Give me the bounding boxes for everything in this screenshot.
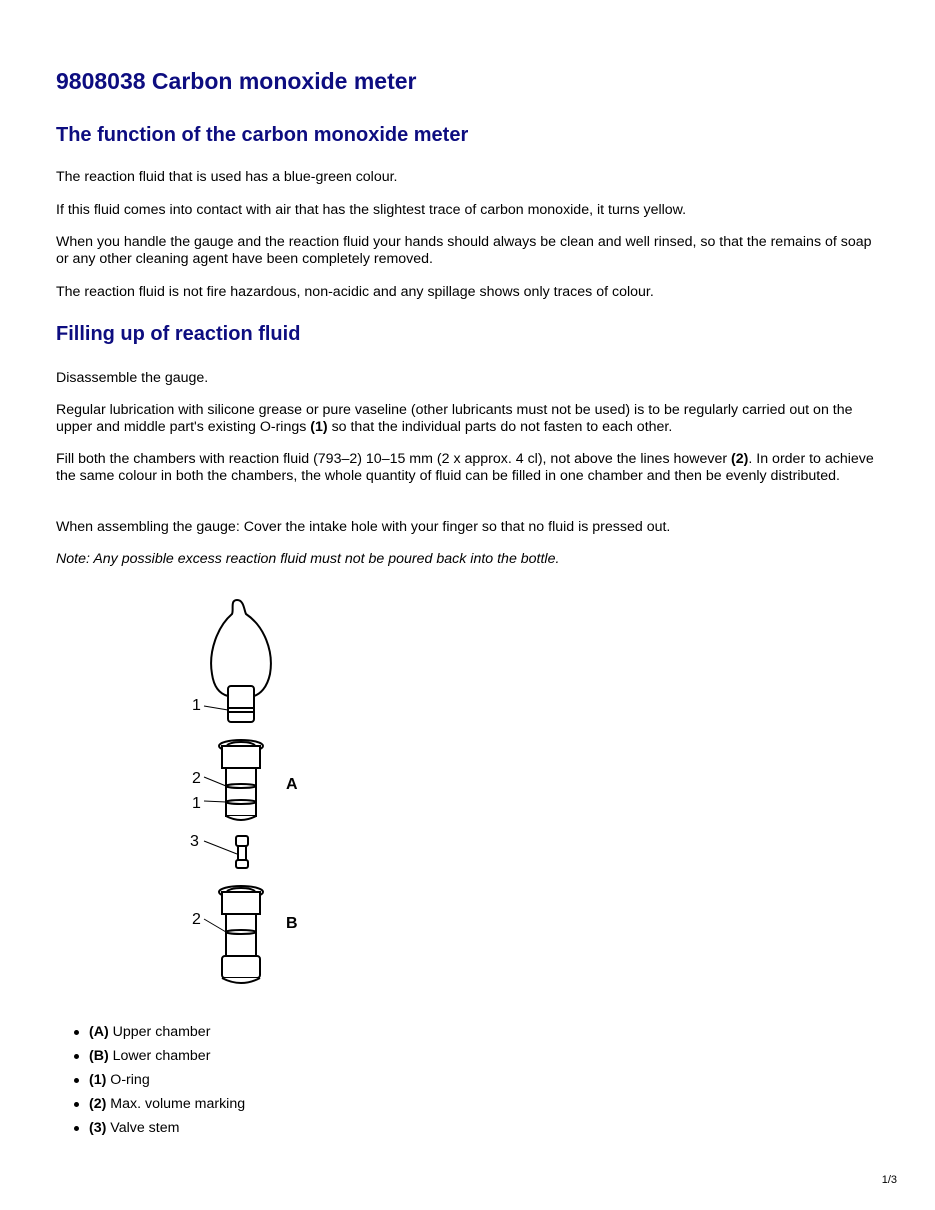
ref-oring: (1) — [310, 419, 328, 435]
label-1-a: 1 — [192, 795, 201, 812]
lower-chamber — [226, 914, 256, 958]
paragraph: When you handle the gauge and the reaction fluid your hands should always be clean and well rinsed, so that the remains of soap or any other cleaning agent have been completely removed. — [56, 234, 872, 267]
paragraph: Fill both the chambers with reaction fluid (793–2) 10–15 mm (2 x approx. 4 cl), not above the lines however (2). In order to achieve the same colour in both the chambers, the whole quantity of fluid can be filled in one chamber and then be evenly distributed. — [56, 451, 874, 484]
label-b: B — [286, 915, 298, 932]
section-heading-filling: Filling up of reaction fluid — [56, 323, 301, 345]
rubber-bulb — [211, 600, 271, 696]
upper-chamber — [226, 768, 256, 816]
paragraph: The reaction fluid that is used has a blue-green colour. — [56, 169, 398, 185]
legend-item: (B) Lower chamber — [44, 1046, 245, 1070]
figure-legend — [44, 1022, 245, 1142]
label-2-b: 2 — [192, 911, 201, 928]
label-2-a: 2 — [192, 770, 201, 787]
legend-item: (3) Valve stem — [44, 1118, 245, 1142]
gauge-exploded-diagram — [182, 596, 312, 991]
paragraph: When assembling the gauge: Cover the intake hole with your finger so that no fluid is pressed out. — [56, 519, 671, 535]
note: Note: Any possible excess reaction fluid must not be poured back into the bottle. — [56, 551, 560, 567]
paragraph: Disassemble the gauge. — [56, 370, 209, 386]
label-1-top: 1 — [192, 697, 201, 714]
page-title: 9808038 Carbon monoxide meter — [56, 68, 417, 94]
label-a: A — [286, 776, 298, 793]
paragraph: If this fluid comes into contact with air that has the slightest trace of carbon monoxide, it turns yellow. — [56, 202, 687, 218]
label-3: 3 — [190, 833, 199, 850]
section-heading-function: The function of the carbon monoxide meter — [56, 124, 469, 146]
ref-volume-mark: (2) — [731, 451, 749, 467]
legend-item: (1) O-ring — [44, 1070, 245, 1094]
paragraph: Regular lubrication with silicone grease or pure vaseline (other lubricants must not be used) is to be regularly carried out on the upper and middle part's existing O-rings (1) so that the individual parts do not fasten to each other. — [56, 402, 853, 435]
legend-item: (2) Max. volume marking — [44, 1094, 245, 1118]
page-number: 1/3 — [881, 1174, 897, 1186]
bulb-neck — [228, 686, 254, 722]
legend-item: (A) Upper chamber — [44, 1022, 245, 1046]
paragraph: The reaction fluid is not fire hazardous, non-acidic and any spillage shows only traces of colour. — [56, 284, 654, 300]
